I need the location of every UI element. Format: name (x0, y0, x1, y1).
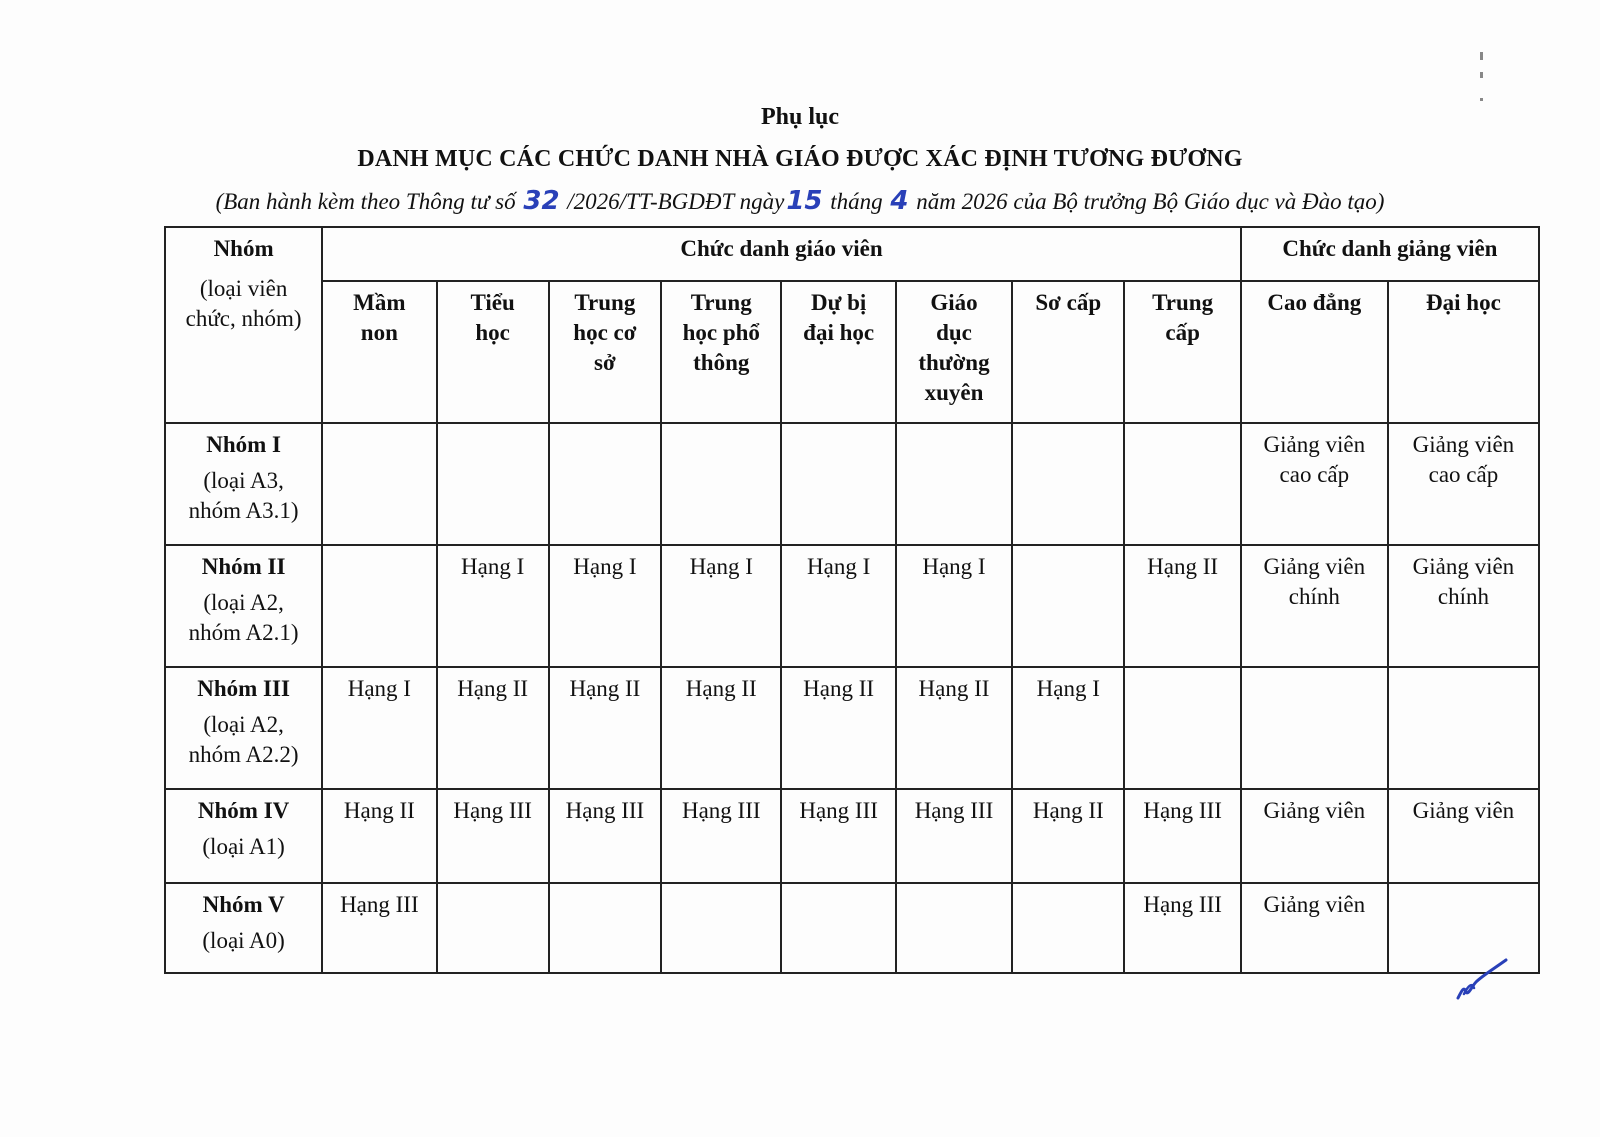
group-header-title: Nhóm (213, 236, 274, 261)
document-subtitle (0, 186, 1600, 216)
header-row-2 (165, 281, 1539, 423)
table-cell (549, 423, 661, 545)
table-cell: Giảng viên cao cấp (1388, 423, 1539, 545)
column-header-gdtx: Giáo dục thường xuyên (896, 281, 1012, 423)
column-header-thpt: Trung học phổ thông (661, 281, 781, 423)
equivalence-table (164, 226, 1540, 974)
table-cell (1012, 883, 1124, 973)
table-cell: Hạng I (549, 545, 661, 667)
group-cell (165, 423, 322, 545)
column-header-trung-cap: Trung cấp (1124, 281, 1240, 423)
subtitle-part-1: (Ban hành kèm theo Thông tư số (215, 189, 522, 214)
group-cell (165, 789, 322, 883)
table-cell (437, 423, 549, 545)
table-cell (896, 423, 1012, 545)
group-classification: (loại A2, nhóm A2.1) (188, 590, 299, 645)
group-name: Nhóm V (202, 892, 285, 917)
table-cell: Hạng I (1012, 667, 1124, 789)
table-cell: Hạng III (781, 789, 895, 883)
table-cell: Hạng III (549, 789, 661, 883)
table-cell: Hạng I (437, 545, 549, 667)
table-cell (549, 883, 661, 973)
group-cell (165, 883, 322, 973)
handwritten-initials-icon (1452, 956, 1512, 1006)
table-cell: Hạng II (437, 667, 549, 789)
table-cell: Giảng viên chính (1388, 545, 1539, 667)
group-classification: (loại A0) (202, 928, 285, 953)
table-cell (1124, 667, 1240, 789)
table-cell: Giảng viên (1241, 883, 1388, 973)
table-cell: Hạng III (1124, 789, 1240, 883)
table-cell (437, 883, 549, 973)
table-cell: Hạng II (1124, 545, 1240, 667)
table-cell (781, 423, 895, 545)
table-cell: Hạng I (322, 667, 436, 789)
table-cell: Hạng III (896, 789, 1012, 883)
lecturer-titles-header: Chức danh giảng viên (1241, 227, 1539, 281)
table-cell: Giảng viên (1388, 789, 1539, 883)
table-cell (1124, 423, 1240, 545)
table-cell: Giảng viên cao cấp (1241, 423, 1388, 545)
subtitle-part-3: tháng (824, 189, 889, 214)
group-header-sub: (loại viên chức, nhóm) (185, 276, 302, 331)
table-cell: Hạng III (1124, 883, 1240, 973)
table-cell: Hạng III (322, 883, 436, 973)
column-header-du-bi-dai-hoc: Dự bị đại học (781, 281, 895, 423)
table-cell (322, 423, 436, 545)
group-classification: (loại A1) (202, 834, 285, 859)
group-name: Nhóm IV (197, 798, 290, 823)
table-cell: Hạng III (661, 789, 781, 883)
group-cell (165, 667, 322, 789)
group-classification: (loại A3, nhóm A3.1) (188, 468, 299, 523)
document-title: DANH MỤC CÁC CHỨC DANH NHÀ GIÁO ĐƯỢC XÁC ĐỊNH TƯƠNG ĐƯƠNG (357, 146, 1243, 172)
issue-day: 15 (786, 186, 823, 216)
table-cell: Hạng II (896, 667, 1012, 789)
table-cell: Giảng viên chính (1241, 545, 1388, 667)
subtitle-part-4: năm 2026 của Bộ trưởng Bộ Giáo dục và Đào tạo) (910, 189, 1385, 214)
table-cell (1012, 545, 1124, 667)
group-name: Nhóm III (197, 676, 290, 701)
issue-month: 4 (890, 186, 909, 216)
table-cell: Hạng II (322, 789, 436, 883)
group-column-header (165, 227, 322, 423)
table-cell: Giảng viên (1241, 789, 1388, 883)
table-cell (896, 883, 1012, 973)
table-cell: Hạng II (549, 667, 661, 789)
table-cell (661, 883, 781, 973)
group-name: Nhóm I (206, 432, 281, 457)
table-cell (661, 423, 781, 545)
table-row (165, 789, 1539, 883)
table-cell (322, 545, 436, 667)
table-row (165, 423, 1539, 545)
table-cell: Hạng II (1012, 789, 1124, 883)
table-cell: Hạng III (437, 789, 549, 883)
group-classification: (loại A2, nhóm A2.2) (188, 712, 299, 767)
table-cell: Hạng I (661, 545, 781, 667)
table-cell: Hạng II (661, 667, 781, 789)
table-row (165, 667, 1539, 789)
table-cell (1241, 667, 1388, 789)
column-header-so-cap: Sơ cấp (1012, 281, 1124, 423)
subtitle-part-2: /2026/TT-BGDĐT ngày (561, 189, 785, 214)
table-cell: Hạng I (896, 545, 1012, 667)
group-cell (165, 545, 322, 667)
scan-edge-mark (1480, 98, 1483, 101)
group-name: Nhóm II (201, 554, 286, 579)
table-cell (1388, 667, 1539, 789)
column-header-dai-hoc: Đại học (1388, 281, 1539, 423)
appendix-label: Phụ lục (760, 104, 840, 130)
column-header-cao-dang: Cao đẳng (1241, 281, 1388, 423)
table-cell: Hạng II (781, 667, 895, 789)
table-row (165, 545, 1539, 667)
header-row-1 (165, 227, 1539, 281)
teacher-titles-header: Chức danh giáo viên (322, 227, 1241, 281)
column-header-thcs: Trung học cơ sở (549, 281, 661, 423)
scan-edge-mark (1480, 72, 1483, 78)
table-cell (1012, 423, 1124, 545)
scan-edge-mark (1480, 52, 1483, 60)
table-row (165, 883, 1539, 973)
column-header-tieu-hoc: Tiểu học (437, 281, 549, 423)
table-cell (781, 883, 895, 973)
circular-number: 32 (523, 186, 560, 216)
column-header-mam-non: Mầm non (322, 281, 436, 423)
table-cell: Hạng I (781, 545, 895, 667)
